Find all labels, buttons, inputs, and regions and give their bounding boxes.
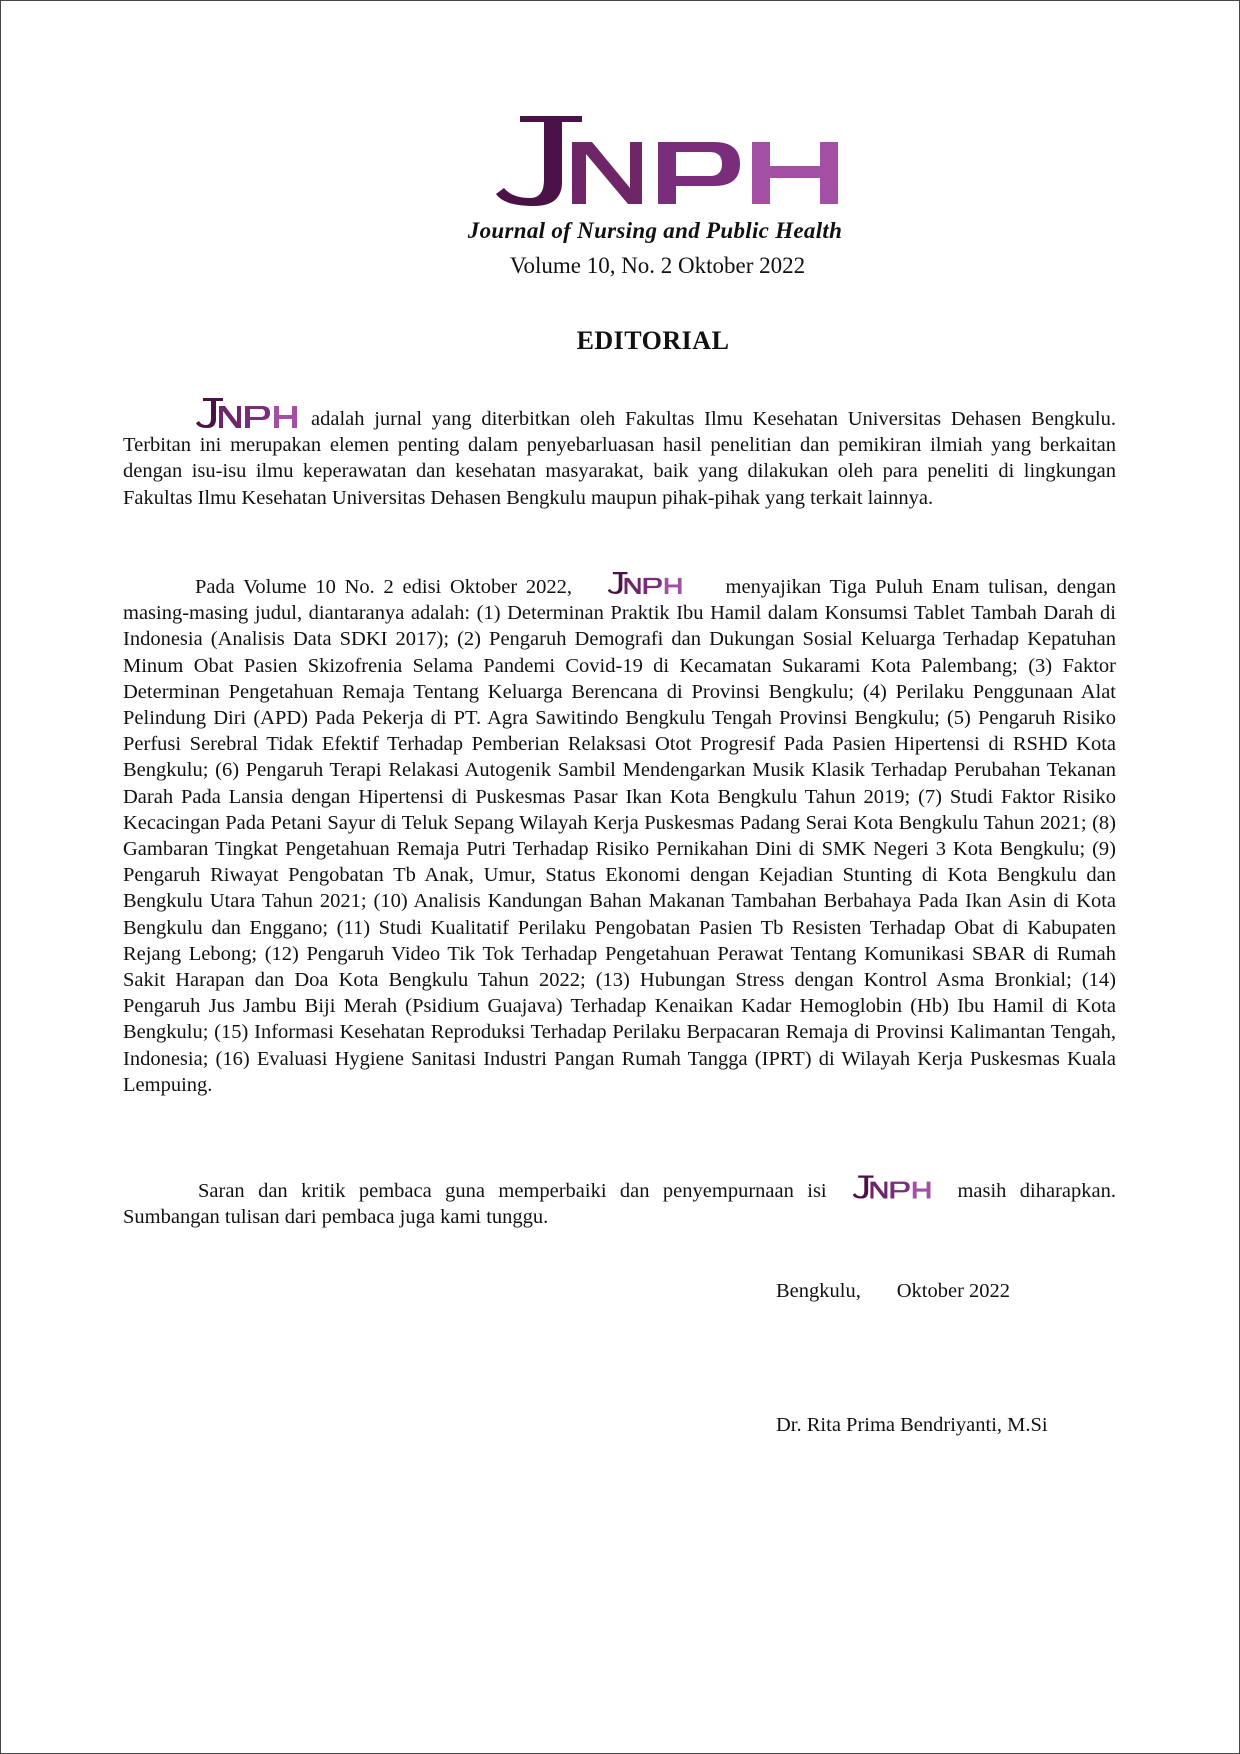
volume-issue: Volume 10, No. 2 Oktober 2022 bbox=[509, 253, 806, 278]
closing-text-start: Saran dan kritik pembaca guna memperbaiki dan penyempurnaan isi bbox=[198, 1180, 827, 1202]
contents-list-text: menyajikan Tiga Puluh Enam tulisan, dengan masing-masing judul, diantaranya adalah: (1) Determinan Praktik Ibu Hamil dalam Konsumsi Tablet Tambah Darah di Indonesia (Analisis Data SDKI 2017); (2) Pengaruh Demografi dan Dukungan Sosial Keluarga Terhadap Kepatuhan Minum Obat Pasien Skizofrenia Selama Pandemi Covid-19 di Kecamatan Sukarami Kota Palembang; (3) Faktor Determinan Pengetahuan Remaja Tentang Keluarga Berencana di Provinsi Bengkulu; (4) Perilaku Penggunaan Alat Pelindung Diri (APD) Pada Pekerja di PT. Agra Sawitindo Bengkulu Tengah Provinsi Bengkulu; (5) Pengaruh Risiko Perfusi Serebral Tidak Efektif Terhadap Pemberian Relaksasi Otot Progresif Pada Pasien Hipertensi di RSHD Kota Bengkulu; (6) Pengaruh Terapi Relakasi Autogenik Sambil Mendengarkan Musik Klasik Terhadap Perubahan Tekanan Darah Pada Lansia dengan Hipertensi di Puskesmas Pasar Ikan Kota Bengkulu Tahun 2019; (7) Studi Faktor Risiko Kecacingan Pada Petani Sayur di Teluk Sepang Wilayah Kerja Puskesmas Padang Serai Kota Bengkulu Tahun 2021; (8) Gambaran Tingkat Pengetahuan Remaja Putri Terhadap Risiko Pernikahan Dini di SMK Negeri 3 Kota Bengkulu; (9) Pengaruh Riwayat Pengobatan Tb Anak, Umur, Status Ekonomi dengan Kejadian Stunting di Kota Bengkulu dan Bengkulu Utara Tahun 2021; (10) Analisis Kandungan Bahan Makanan Tambahan Berbahaya Pada Ikan Asin di Kota Bengkulu dan Enggano; (11) Studi Kualitatif Perilaku Pengobatan Pasien Tb Resisten Terhadap Obat di Kabupaten Rejang Lebong; (12) Pengaruh Video Tik Tok Terhadap Pengetahuan Perawat Tentang Komunikasi SBAR di Rumah Sakit Harapan dan Doa Kota Bengkulu Tahun 2022; (13) Hubungan Stress dengan Kontrol Asma Bronkial; (14) Pengaruh Jus Jambu Biji Merah (Psidium Guajava) Terhadap Kenaikan Kadar Hemoglobin (Hb) Ibu Hamil di Kota Bengkulu; (15) Informasi Kesehatan Reproduksi Terhadap Perilaku Berpacaran Remaja di Provinsi Kalimantan Tengah, Indonesia; (16) Evaluasi Hygiene Sanitasi Industri Pangan Rumah Tangga (IPRT) di Wilayah Kerja Puskesmas Kuala Lempuing. bbox=[123, 576, 1117, 1096]
signature-name: Dr. Rita Prima Bendriyanti, M.Si bbox=[776, 1414, 1048, 1436]
closing-text-end: masih diharapkan. Sumbangan tulisan dari pembaca juga kami tunggu. bbox=[123, 1180, 1116, 1229]
jnph-inline-logo bbox=[852, 1172, 932, 1202]
jnph-masthead-logo bbox=[490, 112, 850, 212]
journal-name: Journal of Nursing and Public Health bbox=[467, 218, 843, 243]
contents-intro-text: Pada Volume 10 No. 2 edisi Oktober 2022, bbox=[195, 576, 573, 598]
jnph-inline-logo bbox=[607, 568, 683, 598]
closing-paragraph bbox=[123, 1172, 1116, 1230]
intro-paragraph bbox=[123, 396, 1116, 511]
intro-text: adalah jurnal yang diterbitkan oleh Fakultas Ilmu Kesehatan Universitas Dehasen Bengkulu. Terbitan ini merupakan elemen penting dalam penyebarluasan hasil penelitian dan pemikiran ilmiah yang berkaitan dengan isu-isu ilmu keperawatan dan kesehatan masyarakat, baik yang dilakukan oleh para peneliti di lingkungan Fakultas Ilmu Kesehatan Universitas Dehasen Bengkulu maupun pihak-pihak yang terkait lainnya. bbox=[123, 408, 1116, 509]
editorial-title: EDITORIAL bbox=[576, 326, 730, 355]
contents-paragraph bbox=[123, 568, 1116, 1098]
jnph-inline-logo bbox=[195, 396, 299, 430]
signature-place-date: Bengkulu, Oktober 2022 bbox=[776, 1280, 1011, 1302]
